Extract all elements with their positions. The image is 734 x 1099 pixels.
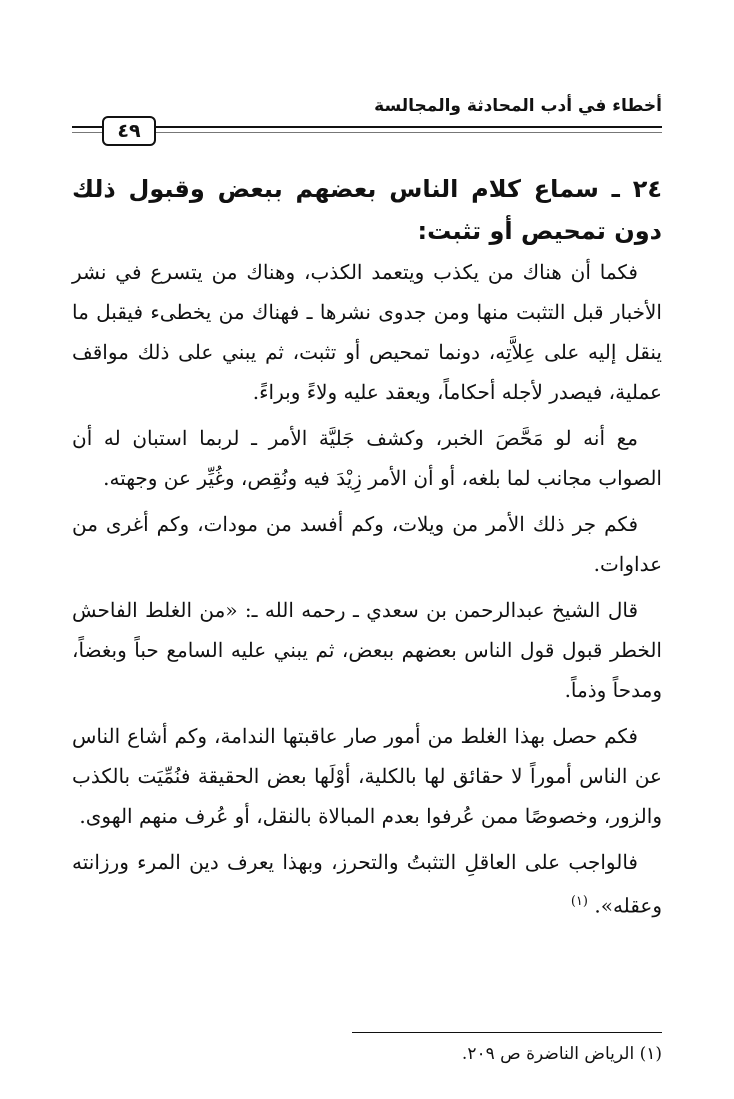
paragraph-last <box>72 842 662 926</box>
footnote: (١) الرياض الناضرة ص ٢٠٩. <box>461 1044 662 1064</box>
footnote-rule <box>352 1032 662 1033</box>
paragraph: فكم حصل بهذا الغلط من أمور صار عاقبتها الندامة، وكم أشاع الناس عن الناس أموراً لا حقائق لها بالكلية، أوْلَها بعض الحقيقة فنُمِّيَت بالكذب والزور، وخصوصًا ممن عُرفوا بعدم المبالاة بالنقل، أو عُرف منهم الهوى. <box>72 724 662 828</box>
paragraph: فكم جر ذلك الأمر من ويلات، وكم أفسد من مودات، وكم أغرى من عداوات. <box>72 512 662 576</box>
page-number-box: ٤٩ <box>102 116 156 146</box>
header-rule <box>72 126 662 133</box>
paragraph: قال الشيخ عبدالرحمن بن سعدي ـ رحمه الله ـ: «من الغلط الفاحش الخطر قبول قول الناس بعضهم ببعض، ثم يبني عليه السامع حباً وبغضاً، ومدحاً وذماً. <box>72 598 662 702</box>
paragraph-text: فالواجب على العاقلِ التثبتُ والتحرز، وبهذا يعرف دين المرء ورزانته وعقله». <box>72 850 662 918</box>
section-title: ٢٤ ـ سماع كلام الناس بعضهم ببعض وقبول ذلك دون تمحيص أو تثبت: <box>72 175 662 245</box>
footnote-marker: (١) <box>570 894 588 909</box>
paragraph: فكما أن هناك من يكذب ويتعمد الكذب، وهناك من يتسرع في نشر الأخبار قبل التثبت منها ومن جدوى نشرها ـ فهناك من يخطىء فيقبل ما ينقل إليه على عِلاَّتِه، دونما تمحيص أو تثبت، ثم يبني على ذلك مواقف عملية، فيصدر لأجله أحكاماً، ويعقد عليه ولاءً وبراءً. <box>72 260 662 404</box>
paragraph: مع أنه لو مَحَّصَ الخبر، وكشف جَليَّة الأمر ـ لربما استبان له أن الصواب مجانب لما بلغه، أو أن الأمر زِيْدَ فيه ونُقِص، وغُيِّر عن وجهته. <box>72 426 662 490</box>
body-text <box>72 252 662 932</box>
running-header-title: أخطاء في أدب المحادثة والمجالسة <box>374 96 662 116</box>
